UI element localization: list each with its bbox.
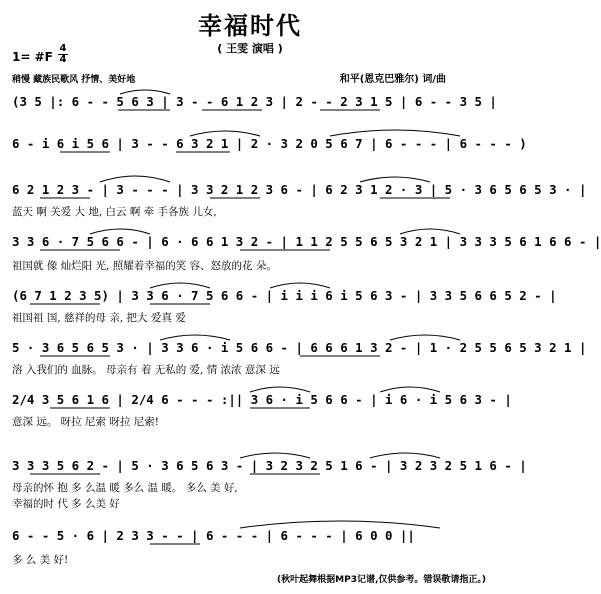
time-signature-bottom: 4 [59,54,67,65]
slur [190,131,260,136]
notation-line-1: (3 5 |: 6 - - 5 6 3 | 3 - - 6 1 2 3 | 2 - - 2 3 1 5 | 6 - - 3 5 | [12,94,497,109]
notation-line-7: 2/4 3 5 6 1 6 | 2/4 6 - - - :|| 3 6 · i 5 6 6 - | i 6 · i 5 6 3 - | [12,392,512,407]
slur [330,130,460,136]
lyric-line-7: 意深 远。 呀拉 尼索 呀拉 尼索! [12,416,159,428]
lyric-line-5: 祖国祖 国, 慈祥的母 亲, 把大 爱真 爱 [12,312,186,324]
transcription-note: (秋叶起舞根据MP3记谱,仅供参考。错误敬请指正。) [277,575,486,585]
slur [120,90,170,94]
notation-line-5: (6 7 1 2 3 5) | 3 3 6 · 7 5 6 6 - | i i i 6 i 5 6 3 - | 3 3 5 6 6 5 2 - | [12,288,557,303]
notation-line-8: 3 3 3 5 6 2 - | 5 · 3 6 5 6 3 - | 3 2 3 2 5 1 6 - | 3 2 3 2 5 1 6 - | [12,458,527,473]
song-title: 幸福时代 [198,12,302,40]
slur [100,176,170,182]
lyric-line-8b: 幸福的时 代 多 么美 好 [12,498,120,510]
slur [250,387,310,392]
composer-credit: 和平(恩克巴雅尔) 词/曲 [339,74,446,85]
lyric-line-6: 溶 入我们的 血脉。 母亲有 着 无私的 爱, 情 浓浓 意深 远 [12,364,280,376]
slur [370,453,440,458]
slur [360,177,430,182]
slur [160,335,230,340]
time-signature-top: 4 [59,43,67,54]
lyric-line-9: 多 么 美 好! [12,554,69,566]
lyric-line-4: 祖国就 像 灿烂阳 光, 照耀着幸福的笑 容、怒放的花 朵。 [12,260,277,272]
notation-line-4: 3 3 6 · 7 5 6 6 - | 6 · 6 6 1 3 2 - | 1 1 2 5 5 6 5 3 2 1 | 3 3 3 5 6 1 6 6 - | [12,234,601,249]
notation-line-3: 6 2 1 2 3 - | 3 - - - | 3 3 2 1 2 3 6 - | 6 2 3 1 2 · 3 | 5 · 3 6 5 6 5 3 · | [12,182,587,197]
slur [400,229,460,234]
notation-line-2: 6 - i 6 i 5 6 | 3 - - 6 3 2 1 | 2 · 3 2 0 5 6 7 | 6 - - - | 6 - - - ) [12,136,527,151]
singer-credit: ( 王雯 演唱 ) [217,42,283,55]
slur [150,283,210,288]
slur [390,335,460,340]
slur [240,453,310,458]
slur [90,229,150,234]
notation-line-6: 5 · 3 6 5 6 5 3 · | 3 3 6 · i 5 6 6 - | 6 6 6 1 3 2 - | 1 · 2 5 5 6 5 3 2 1 | [12,340,587,355]
lyric-line-3: 蓝天 啊 关爱 大 地, 白云 啊 牵 手各族 儿女, [12,206,217,218]
slur [240,521,440,528]
style-marking: 稍慢 藏族民歌风 抒情、美好地 [12,75,136,85]
key-signature: 1= #F [12,50,53,64]
slur [380,387,440,392]
slur [270,283,330,288]
lyric-line-8: 母亲的怀 抱 多 么温 暖 多么 温 暖。 多么 美 好, [12,482,238,494]
notation-line-9: 6 - - 5 · 6 | 2 3 3 - - | 6 - - - | 6 - - - | 6 0 0 || [12,528,415,543]
